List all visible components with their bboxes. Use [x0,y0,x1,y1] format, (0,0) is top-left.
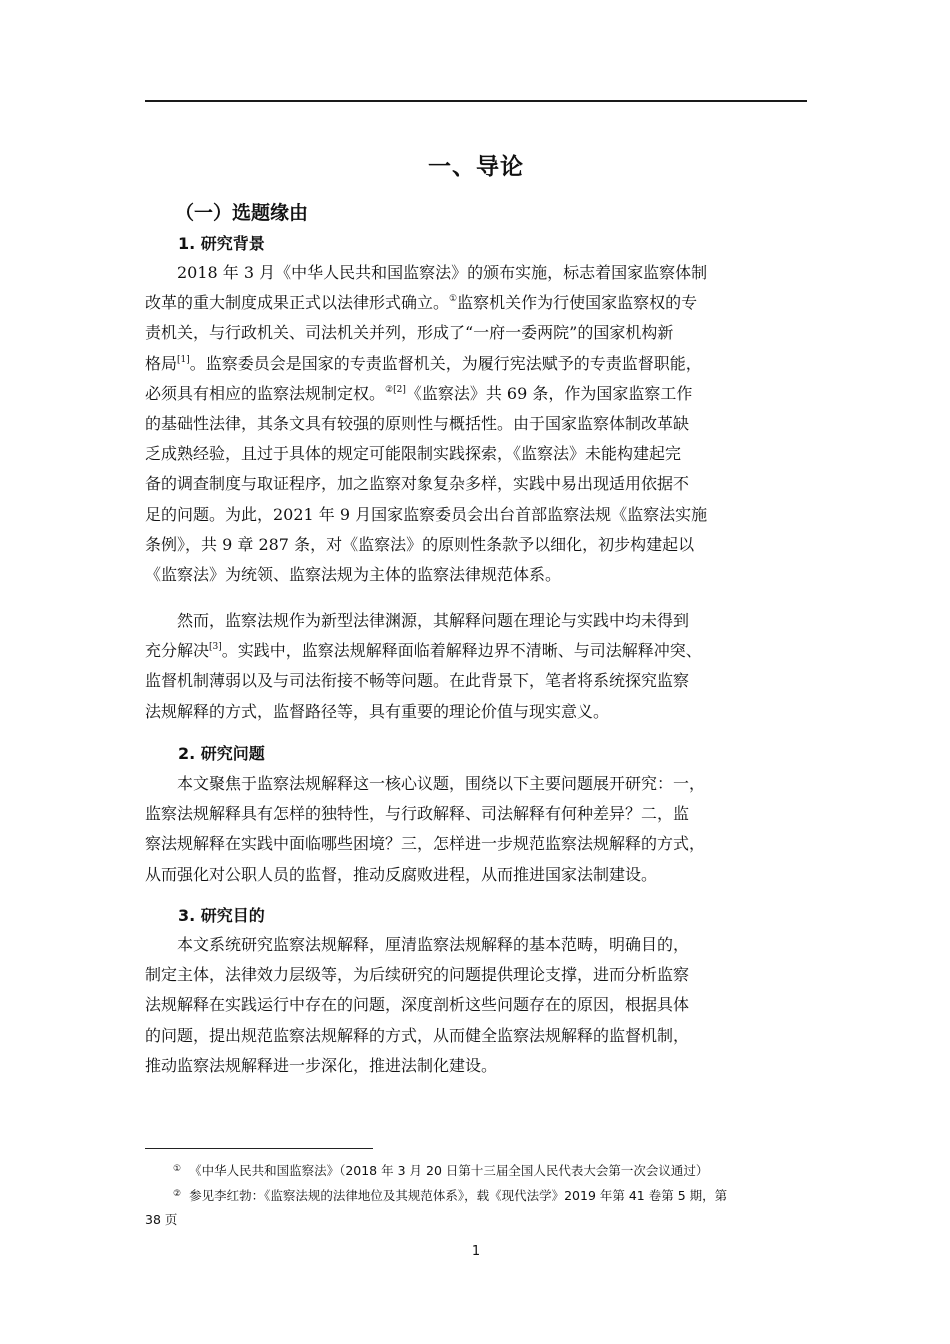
section-title: （一）选题缘由 [175,202,309,224]
paragraph-questions [145,769,807,890]
citation-ref[interactable]: [3] [209,642,222,653]
text-line: 必须具有相应的监察法规制定权。$^{②[2]}$《监察法》共 69 条，作为国家监察工作 [145,383,693,403]
text-line: 乏成熟经验，且过于具体的规定可能限制实践探索，《监察法》未能构建起完 [145,444,682,464]
citation-ref[interactable]: ②[2] [385,384,406,395]
text-line: 的问题，提出规范监察法规解释的方式，从而健全监察法规解释的监督机制， [145,1025,690,1045]
footnote-continuation: 38 页 [145,1212,178,1227]
footnote-ref[interactable]: ① [449,294,458,305]
text-line: 从而强化对公职人员的监督，推动反腐败进程，从而推进国家法制建设。 [145,864,658,884]
footnote-mark: ① [173,1164,182,1174]
paragraph-background-1 [145,258,807,590]
footnote-1 [145,1157,810,1183]
subsection-title-questions: 2. 研究问题 [178,744,265,763]
footnote-2 [145,1182,810,1232]
text-line: 本文聚焦于监察法规解释这一核心议题，围绕以下主要问题展开研究：一， [177,774,706,793]
footnote-mark: ② [173,1189,182,1199]
text-line: 改革的重大制度成果正式以法律形式确立。①监察机关作为行使国家监察权的专 [145,293,698,313]
text-line: 条例》，共 9 章 287 条，对《监察法》的原则性条款予以细化，初步构建起以 [145,534,695,554]
text-line: 法规解释的方式，监督路径等，具有重要的理论价值与现实意义。 [145,701,610,721]
text-line: 格局[1]。监察委员会是国家的专责监督机关，为履行宪法赋予的专责监督职能， [145,353,702,373]
footnote-text: 参见李红勃：《监察法规的法律地位及其规范体系》，载《现代法学》2019 年第 41 卷第 5 期，第 [189,1188,728,1203]
paragraph-purpose [145,930,807,1081]
text-line: 2018 年 3 月《中华人民共和国监察法》的颁布实施，标志着国家监察体制 [177,263,708,282]
text-line: 察法规解释在实践中面临哪些困境？三，怎样进一步规范监察法规解释的方式， [145,834,706,854]
subsection-title-purpose: 3. 研究目的 [178,906,265,925]
text-line: 的基础性法律，其条文具有较强的原则性与概括性。由于国家监察体制改革缺 [145,413,690,433]
text-line: 推动监察法规解释进一步深化，推进法制化建设。 [145,1055,498,1075]
text-line: 然而，监察法规作为新型法律渊源，其解释问题在理论与实践中均未得到 [177,611,690,630]
page-number: 1 [471,1244,481,1259]
text-line: 法规解释在实践运行中存在的问题，深度剖析这些问题存在的原因，根据具体 [145,995,690,1015]
text-line: 监督机制薄弱以及与司法衔接不畅等问题。在此背景下，笔者将系统探究监察 [145,671,690,691]
chapter-title: 一、导论 [428,154,524,180]
text-line: 监察法规解释具有怎样的独特性，与行政解释、司法解释有何种差异？二，监 [145,804,690,824]
header-rule [145,100,807,102]
subsection-title-background: 1. 研究背景 [178,234,265,253]
text-line: 责机关，与行政机关、司法机关并列，形成了“一府一委两院”的国家机构新 [145,323,674,343]
text-line: 足的问题。为此，2021 年 9 月国家监察委员会出台首部监察法规《监察法实施 [145,504,708,524]
citation-ref[interactable]: [1] [177,354,190,365]
footnote-divider [145,1148,373,1149]
text-line: 《监察法》为统领、监察法规为主体的监察法律规范体系。 [145,564,562,584]
text-line: 备的调查制度与取证程序，加之监察对象复杂多样，实践中易出现适用依据不 [145,474,690,494]
text-line: 充分解决[3]。实践中，监察法规解释面临着解释边界不清晰、与司法解释冲突、 [145,641,702,661]
text-line: 本文系统研究监察法规解释，厘清监察法规解释的基本范畴，明确目的， [177,935,690,954]
text-line: 制定主体，法律效力层级等，为后续研究的问题提供理论支撑，进而分析监察 [145,965,690,985]
footnote-text: 《中华人民共和国监察法》（2018 年 3 月 20 日第十三届全国人民代表大会第一次会议通过） [189,1163,709,1178]
paragraph-background-2 [145,606,807,727]
